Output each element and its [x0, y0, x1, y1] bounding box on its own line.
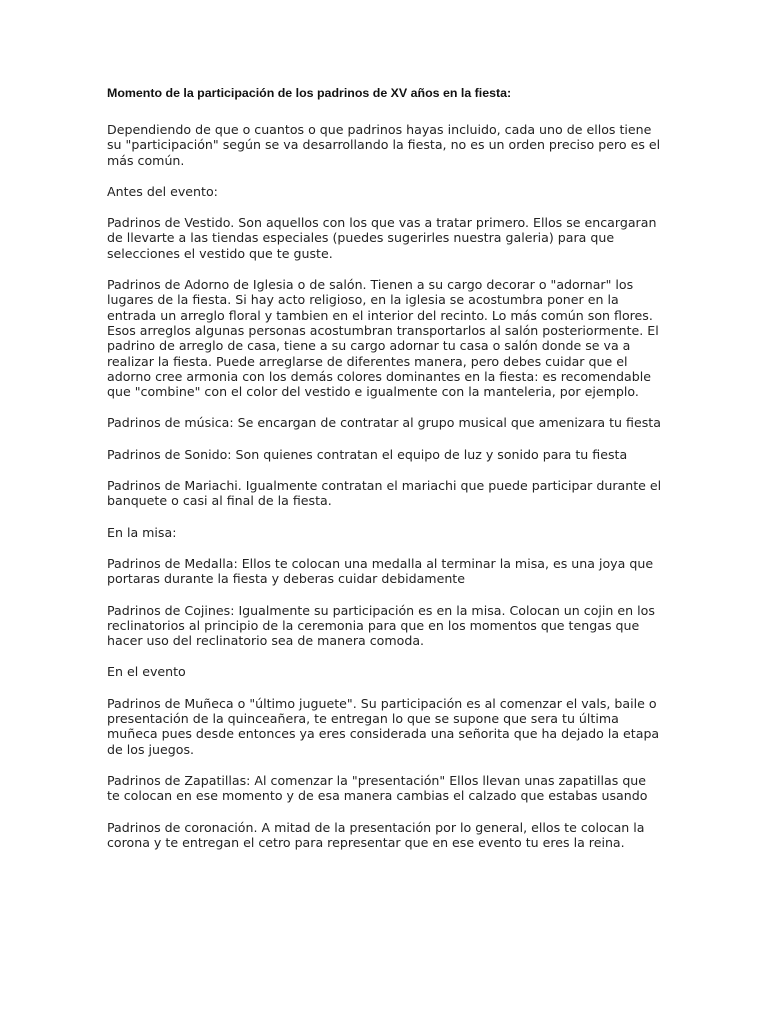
paragraph-coronacion: Padrinos de coronación. A mitad de la presentación por lo general, ellos te colocan la corona y te entregan el cetro para representar que en ese evento tu eres la reina.	[107, 819, 645, 850]
paragraph-adorno: Padrinos de Adorno de Iglesia o de salón. Tienen a su cargo decorar o "adornar" los lugares de la fiesta. Si hay acto religioso, en la iglesia se acostumbra poner en la entrada un arreglo floral y tambien en el interior del recinto. Lo más común son flores. Esos arreglos algunas personas acostumbran transportarlos al salón posteriormente. El padrino de arreglo de casa, tiene a su cargo adornar tu casa o salón donde se va a realizar la fiesta. Puede arreglarse de diferentes manera, pero debes cuidar que el adorno cree armonia con los demás colores dominantes en la fiesta: es recomendable que "combine" con el color del vestido e igualmente con la manteleria, por ejemplo.	[107, 277, 659, 400]
paragraph-vestido: Padrinos de Vestido. Son aquellos con los que vas a tratar primero. Ellos se encargaran de llevarte a las tiendas especiales (puedes sugerirles nuestra galeria) para que selecciones el vestido que te guste.	[107, 215, 657, 261]
section-heading-antes: Antes del evento:	[107, 183, 218, 199]
paragraph-muneca: Padrinos de Muñeca o "último juguete". Su participación es al comenzar el vals, baile o presentación de la quinceañera, te entregan lo que se supone que sera tu última muñeca pues desde entonces ya eres considerada una señorita que ha dejado la etapa de los juegos.	[107, 695, 660, 757]
paragraph-intro: Dependiendo de que o cuantos o que padrinos hayas incluido, cada uno de ellos tiene su "participación" según se va desarrollando la fiesta, no es un orden preciso pero es el más común.	[107, 122, 661, 168]
paragraph-cojines: Padrinos de Cojines: Igualmente su participación es en la misa. Colocan un cojin en los reclinatorios al principio de la ceremonia para que en los momentos que tengas que hacer uso del reclinatorio sea de manera comoda.	[107, 602, 655, 649]
document-title: Momento de la participación de los padrinos de XV años en la fiesta:	[107, 86, 512, 100]
section-heading-misa: En la misa:	[107, 524, 177, 540]
document-body	[107, 86, 662, 866]
paragraph-musica: Padrinos de música: Se encargan de contratar al grupo musical que amenizara tu fiesta	[107, 415, 661, 431]
paragraph-medalla: Padrinos de Medalla: Ellos te colocan una medalla al terminar la misa, es una joya que portaras durante la fiesta y deberas cuidar debidamente	[107, 555, 654, 587]
section-heading-evento: En el evento	[107, 664, 186, 680]
paragraph-sonido: Padrinos de Sonido: Son quienes contratan el equipo de luz y sonido para tu fiesta	[107, 446, 628, 462]
paragraph-zapatillas: Padrinos de Zapatillas: Al comenzar la "presentación" Ellos llevan unas zapatillas que te colocan en ese momento y de esa manera cambias el calzado que estabas usando	[107, 772, 648, 804]
paragraph-mariachi: Padrinos de Mariachi. Igualmente contratan el mariachi que puede participar durante el banquete o casi al final de la fiesta.	[107, 478, 662, 509]
